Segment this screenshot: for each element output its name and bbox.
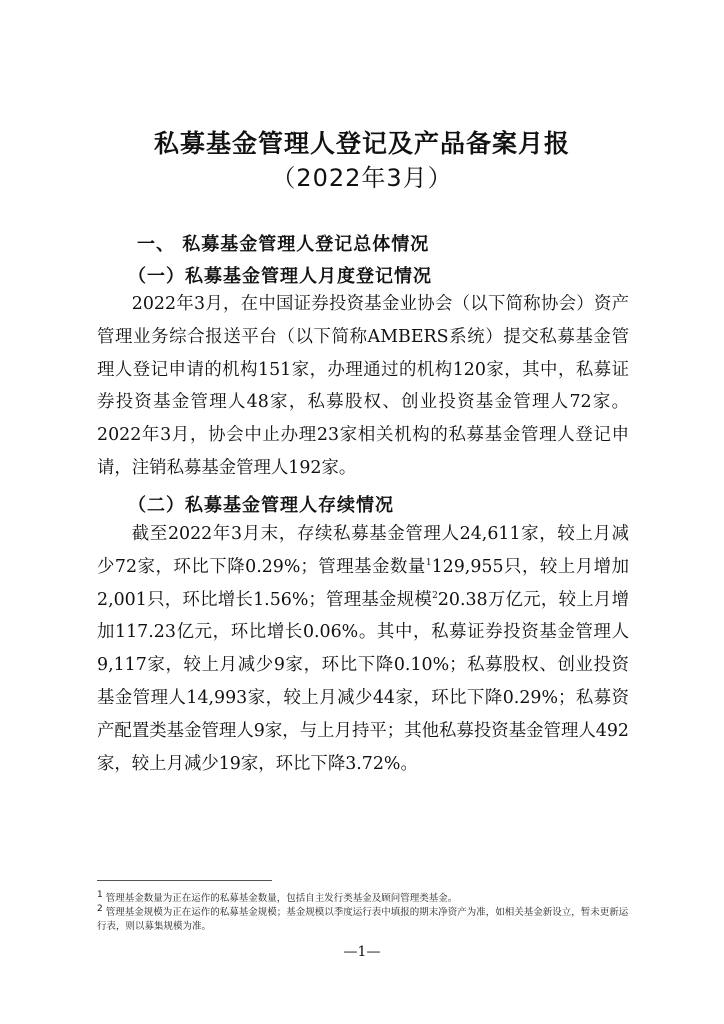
- subsection-heading-existing: （二）私募基金管理人存续情况: [128, 495, 394, 516]
- footnote-mark: 1: [97, 889, 103, 900]
- footnote-mark: 2: [97, 903, 103, 914]
- footnote-text: 管理基金规模为正在运作的私募基金规模；基金规模以季度运行表中填报的期末净资产为准，如相关基金新设立，暂未更新运行表，则以募集规模为准。: [97, 907, 629, 932]
- paragraph-text-part: 129,955只，较上月增加2,001只，环比增长1.56%；管理基金规模: [97, 556, 629, 610]
- page-number: —1—: [343, 944, 381, 960]
- footnote: [97, 903, 632, 934]
- footnote-divider: [97, 880, 272, 881]
- registration-paragraph: 2022年3月，在中国证券投资基金业协会（以下简称协会）资产管理业务综合报送平台（以下简称AMBERS系统）提交私募基金管理人登记申请的机构151家，办理通过的机构120家，其中，私募证券投资基金管理人48家，私募股权、创业投资基金管理人72家。2022年3月，协会中止办理23家相关机构的私募基金管理人登记申请，注销私募基金管理人192家。: [97, 294, 629, 478]
- paragraph-text-part: 截至2022年3月末，存续私募基金管理人24,611家，较上月减少72家，环比下降0.29%；管理基金数量: [97, 524, 629, 577]
- section-heading: 一、 私募基金管理人登记总体情况: [137, 234, 430, 255]
- subsection-heading-registration: （一）私募基金管理人月度登记情况: [128, 266, 432, 287]
- footnote-text: 管理基金数量为正在运作的私募基金数量，包括自主发行类基金及顾问管理类基金。: [105, 893, 458, 904]
- paragraph-text-part: 20.38万亿元，较上月增加117.23亿元，环比增长0.06%。其中，私募证券投资基金管理人9,117家，较上月减少9家，环比下降0.10%；私募股权、创业投资基金管理人14,993家，较上月减少44家，环比下降0.29%；私募资产配置类基金管理人9家，与上月持平；其他私募投资基金管理人492家，较上月减少19家，环比下降3.72%。: [97, 589, 629, 774]
- footnote-ref[interactable]: 1: [425, 558, 432, 568]
- existing-managers-paragraph: [97, 518, 629, 780]
- footnote-ref[interactable]: 2: [432, 590, 438, 601]
- report-title: 私募基金管理人登记及产品备案月报: [153, 129, 570, 158]
- report-subtitle: （2022年3月）: [271, 164, 453, 192]
- footnote: [97, 889, 632, 906]
